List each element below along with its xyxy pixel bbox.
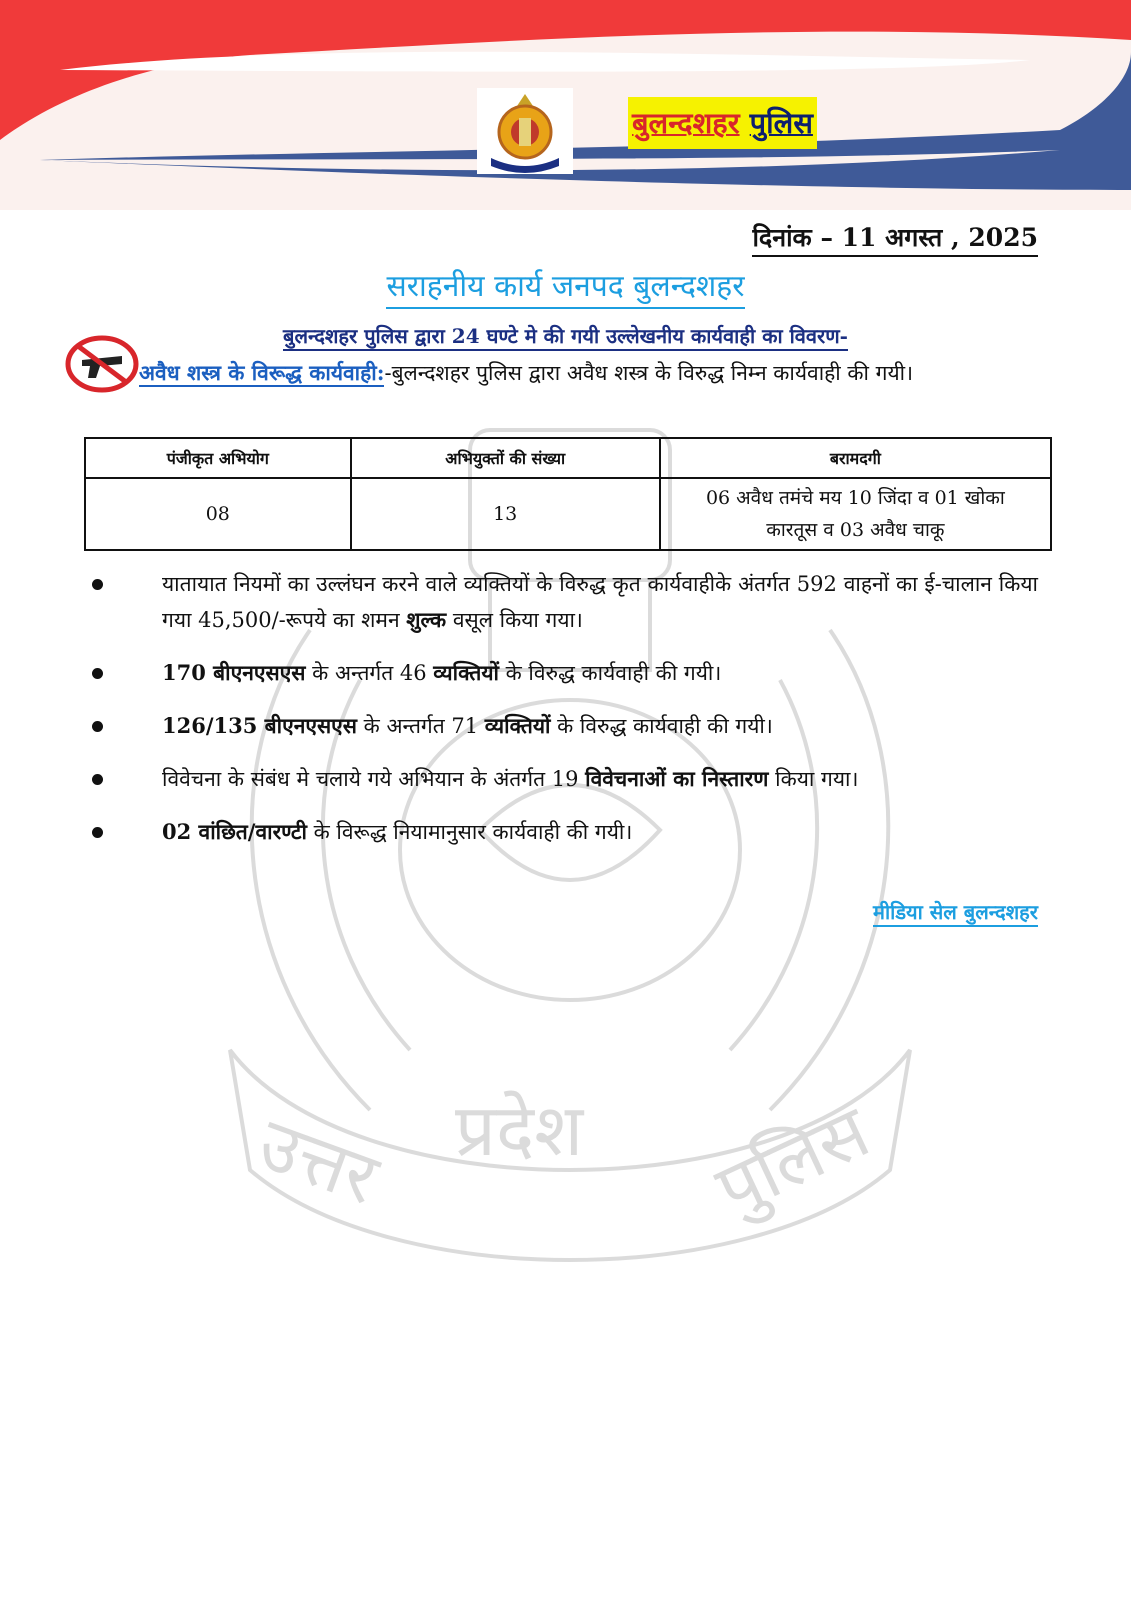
page-subtitle [0,322,1131,349]
bullet-bold-text: व्यक्तियों [433,660,499,685]
watermark-text-3: पुलिस [703,1089,882,1232]
bullet-icon [92,827,103,838]
page-title-text: सराहनीय कार्य जनपद बुलन्दशहर [386,269,744,309]
table-cell: 13 [351,478,660,550]
bullet-bold-text: 02 वांछित/वारण्टी [162,819,307,844]
list-item [92,708,1038,744]
table-cell: 08 [85,478,351,550]
table-header-cell: बरामदगी [660,438,1051,478]
list-item [92,566,1038,638]
bullet-text: के विरूद्ध नियामानुसार कार्यवाही की गयी। [306,820,633,844]
bullet-text: के विरुद्ध कार्यवाही की गयी। [498,661,722,685]
action-list [92,566,1038,867]
list-item [92,655,1038,691]
bullet-icon [92,774,103,785]
bullet-icon [92,668,103,679]
intro-paragraph [89,353,1039,393]
bullet-text: के अन्तर्गत 71 [356,714,485,738]
date-line: दिनांक – 11 अगस्त , 2025 [752,220,1038,257]
watermark-text-1: उत्तर [248,1101,389,1221]
bullet-icon [92,721,103,732]
page-subtitle-text: बुलन्दशहर पुलिस द्वारा 24 घण्टे मे की गयी उल्लेखनीय कार्यवाही का विवरण- [283,324,848,351]
bullet-text: यातायात नियमों का उल्लंघन करने वाले व्यक्तियों के विरुद्ध कृत कार्यवाहीके अंतर्गत 592 वाहनों का ई-चालान किया गया 45,500/-रूपये का शमन [162,572,1038,632]
list-item [92,814,1038,850]
intro-text: -बुलन्दशहर पुलिस द्वारा अवैध शस्त्र के विरुद्ध निम्न कार्यवाही की गयी। [384,361,914,385]
table-header-cell: पंजीकृत अभियोग [85,438,351,478]
brand-title [628,97,817,149]
bullet-text: विवेचना के संबंध मे चलाये गये अभियान के अंतर्गत 19 [162,767,586,791]
bullet-icon [92,579,103,590]
bullet-bold-text: विवेचनाओं का निस्तारण [585,766,769,791]
media-cell-signature: मीडिया सेल बुलन्दशहर [873,898,1038,927]
bullet-bold-text: शुल्क [406,607,447,632]
bullet-bold-text: व्यक्तियों [484,713,551,738]
bullet-bold-text: 126/135 बीएनएसएस [162,713,357,738]
bullet-bold-text: 170 बीएनएसएस [162,660,306,685]
table-header-cell: अभियुक्तों की संख्या [351,438,660,478]
watermark-text-2: प्रदेश [455,1088,584,1172]
bullet-text: के विरुद्ध कार्यवाही की गयी। [550,714,773,738]
up-police-emblem [477,88,573,174]
bullet-text: के अन्तर्गत 46 [305,661,434,685]
recovery-table [84,437,1052,551]
page-title [0,264,1131,305]
table-row [85,478,1051,550]
table-header-row [85,438,1051,478]
brand-part-1: बुलन्दशहर [632,106,740,140]
brand-part-2: पुलिस [749,106,813,140]
bullet-text: किया गया। [768,767,859,791]
table-cell: 06 अवैध तमंचे मय 10 जिंदा व 01 खोका कारतूस व 03 अवैध चाकू [660,478,1051,550]
list-item [92,761,1038,797]
bullet-text: वसूल किया गया। [446,608,583,632]
intro-lead: अवैध शस्त्र के विरूद्ध कार्यवाही: [139,360,385,385]
